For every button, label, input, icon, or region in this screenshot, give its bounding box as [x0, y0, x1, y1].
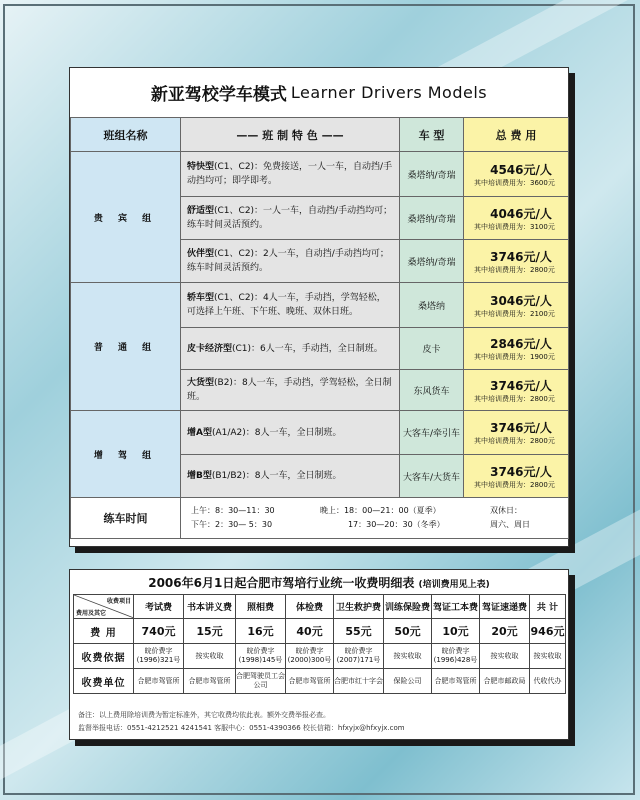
fee-basis: 皖价费字(1996)321号 — [134, 644, 184, 669]
group-name: 贵 宾 组 — [71, 152, 181, 283]
header-features: —— 班 制 特 色 —— — [181, 118, 400, 152]
fee-details-panel — [69, 569, 569, 740]
fee-unit: 合肥市邮政局 — [480, 669, 530, 694]
model-name: 轿车型 — [187, 293, 215, 303]
model-desc: (C1、C2)：一人一车，自动挡/手动挡均可；练车时间灵活预约。 — [187, 206, 393, 230]
fee-item-header: 共 计 — [530, 595, 566, 619]
fee-basis-row — [74, 644, 566, 669]
page-title — [70, 68, 568, 117]
fee-amount-row — [74, 619, 566, 644]
practice-pm: 下午：2：30— 5：30 — [191, 520, 273, 529]
model-desc: (B2)：8人一车，手动挡，学驾轻松，全日制班。 — [187, 378, 392, 402]
fee-item-header: 训练保险费 — [384, 595, 432, 619]
model-desc: (A1/A2)：8人一车，全日制班。 — [211, 427, 342, 438]
model-desc: (B1/B2)：8人一车，全日制班。 — [211, 471, 342, 481]
header-car: 车 型 — [400, 118, 464, 152]
total-price: 2846元/人 — [490, 337, 552, 351]
fee-amount: 16元 — [236, 619, 286, 644]
fee-header-row — [74, 595, 566, 619]
header-group: 班组名称 — [71, 118, 181, 152]
model-features — [181, 455, 400, 498]
training-fee-note: 其中培训费用为：2800元 — [474, 480, 555, 489]
fee-unit: 保险公司 — [384, 669, 432, 694]
car-type: 东风货车 — [400, 370, 464, 411]
training-fee-note: 其中培训费用为：1900元 — [474, 353, 555, 361]
fee-amount: 20元 — [480, 619, 530, 644]
training-fee-note: 其中培训费用为：3600元 — [474, 178, 555, 187]
fee-item-header: 体检费 — [286, 595, 334, 619]
model-features — [181, 197, 400, 240]
group-name: 普 通 组 — [71, 283, 181, 411]
practice-weekend-days: 周六、周日 — [489, 520, 530, 529]
fee-unit-row — [74, 669, 566, 694]
fee-basis: 皖价费字(1998)145号 — [236, 644, 286, 669]
fee-amount: 10元 — [432, 619, 480, 644]
model-row — [71, 283, 569, 328]
price-cell — [464, 283, 569, 328]
fee-amount: 55元 — [334, 619, 384, 644]
total-price: 4546元/人 — [490, 162, 552, 177]
practice-times — [181, 504, 568, 532]
model-name: 大货型 — [187, 378, 215, 388]
total-price: 3746元/人 — [490, 421, 552, 435]
price-cell — [464, 328, 569, 370]
model-name: 增A型 — [187, 427, 212, 438]
corner-items-label: 收费项目 — [106, 598, 131, 605]
model-desc: (C1、C2)：免费接送，一人一车，自动挡/手动挡均可；即学即考。 — [187, 162, 393, 186]
fee-amount: 40元 — [286, 619, 334, 644]
fee-basis: 皖价费字(2007)171号 — [334, 644, 384, 669]
fee-amount: 946元 — [530, 619, 566, 644]
training-fee-note: 其中培训费用为：2800元 — [474, 265, 555, 274]
model-features — [181, 240, 400, 283]
price-cell — [464, 455, 569, 498]
fee-unit: 合肥市驾管所 — [184, 669, 236, 694]
model-name: 伙伴型 — [187, 249, 215, 259]
car-type: 桑塔纳/奇瑞 — [400, 197, 464, 240]
learner-models-table — [70, 117, 569, 539]
car-type: 大客车/大货车 — [400, 455, 464, 498]
practice-evening-winter: 17：30—20：30（冬季） — [347, 520, 445, 529]
fee-basis: 按实收取 — [184, 644, 236, 669]
learner-models-panel — [69, 67, 569, 547]
fee-basis: 按实收取 — [384, 644, 432, 669]
group-name: 增 驾 组 — [71, 411, 181, 498]
fee-unit: 合肥市驾管所 — [286, 669, 334, 694]
title-cn: 新亚驾校学车模式 — [150, 85, 287, 105]
fee-note: 备注：以上费用除培训费为暂定标准外，其它收费均依此表。额外交费举报必查。 — [78, 711, 330, 719]
title-en: Learner Drivers Models — [290, 83, 488, 102]
price-cell — [464, 370, 569, 411]
fee-title-text: 2006年6月1日起合肥市驾培行业统一收费明细表 — [148, 576, 415, 590]
fee-amount: 740元 — [134, 619, 184, 644]
price-cell — [464, 411, 569, 455]
fee-item-header: 驾证速递费 — [480, 595, 530, 619]
model-features — [181, 370, 400, 411]
fee-row-label: 费 用 — [74, 619, 134, 644]
model-features — [181, 152, 400, 197]
fee-item-header: 照相费 — [236, 595, 286, 619]
total-price: 3046元/人 — [490, 293, 552, 308]
practice-am: 上午：8：30—11：30 — [191, 506, 275, 515]
training-fee-note: 其中培训费用为：3100元 — [474, 222, 555, 231]
practice-time-row — [71, 498, 569, 539]
model-row — [71, 152, 569, 197]
fee-basis: 皖价费字(2000)300号 — [286, 644, 334, 669]
total-price: 3746元/人 — [490, 464, 552, 479]
fee-item-header: 考试费 — [134, 595, 184, 619]
training-fee-note: 其中培训费用为：2800元 — [474, 437, 555, 445]
fee-table-title — [70, 574, 568, 591]
model-name: 特快型 — [187, 162, 215, 172]
table-header-row — [71, 118, 569, 152]
fee-basis: 按实收取 — [480, 644, 530, 669]
corner-fees-label: 费用及其它 — [76, 610, 107, 617]
car-type: 桑塔纳/奇瑞 — [400, 152, 464, 197]
model-features — [181, 283, 400, 328]
fee-unit: 合肥市红十字会 — [334, 669, 384, 694]
practice-evening-summer: 晚上：18：00—21：00（夏季） — [319, 506, 441, 515]
car-type: 大客车/牵引车 — [400, 411, 464, 455]
model-desc: (C1、C2)：4人一车，手动挡，学驾轻松，可选择上午班、下午班、晚班、双休日班。 — [187, 293, 386, 317]
model-features — [181, 328, 400, 370]
fee-amount: 50元 — [384, 619, 432, 644]
model-name: 增B型 — [187, 471, 212, 481]
total-price: 3746元/人 — [490, 249, 552, 264]
car-type: 桑塔纳 — [400, 283, 464, 328]
price-cell — [464, 240, 569, 283]
total-price: 3746元/人 — [490, 378, 552, 393]
model-name: 皮卡经济型 — [187, 343, 233, 354]
model-features — [181, 411, 400, 455]
training-fee-note: 其中培训费用为：2100元 — [474, 309, 555, 318]
total-price: 4046元/人 — [490, 206, 552, 221]
fee-item-header: 书本讲义费 — [184, 595, 236, 619]
practice-weekend-label: 双休日： — [489, 506, 522, 515]
price-cell — [464, 152, 569, 197]
fee-title-note: (培训费用见上表) — [418, 580, 490, 590]
fee-corner-cell — [74, 595, 134, 619]
car-type: 桑塔纳/奇瑞 — [400, 240, 464, 283]
contact-info: 监督举报电话：0551-4212521 4241541 客服中心：0551-4390366 校长信箱：hfxyjx@hfxyjx.com — [78, 724, 405, 732]
basis-row-label: 收费依据 — [74, 644, 134, 669]
model-desc: (C1)：6人一车，手动挡，全日制班。 — [232, 343, 383, 354]
fee-unit: 合肥市驾管所 — [134, 669, 184, 694]
fee-item-header: 卫生救护费 — [334, 595, 384, 619]
model-desc: (C1、C2)：2人一车，自动挡/手动挡均可；练车时间灵活预约。 — [187, 249, 389, 273]
fee-unit: 合肥市驾管所 — [432, 669, 480, 694]
fee-basis: 皖价费字(1996)428号 — [432, 644, 480, 669]
fee-item-header: 驾证工本费 — [432, 595, 480, 619]
fee-unit: 合肥驾驶员工会公司 — [236, 669, 286, 694]
fee-details-table — [73, 594, 566, 694]
practice-label: 练车时间 — [71, 498, 181, 539]
fee-unit: 代收代办 — [530, 669, 566, 694]
model-name: 舒适型 — [187, 206, 215, 216]
car-type: 皮卡 — [400, 328, 464, 370]
fee-basis: 按实收取 — [530, 644, 566, 669]
training-fee-note: 其中培训费用为：2800元 — [474, 394, 555, 403]
fee-amount: 15元 — [184, 619, 236, 644]
model-row — [71, 411, 569, 455]
header-price: 总 费 用 — [464, 118, 569, 152]
price-cell — [464, 197, 569, 240]
unit-row-label: 收费单位 — [74, 669, 134, 694]
